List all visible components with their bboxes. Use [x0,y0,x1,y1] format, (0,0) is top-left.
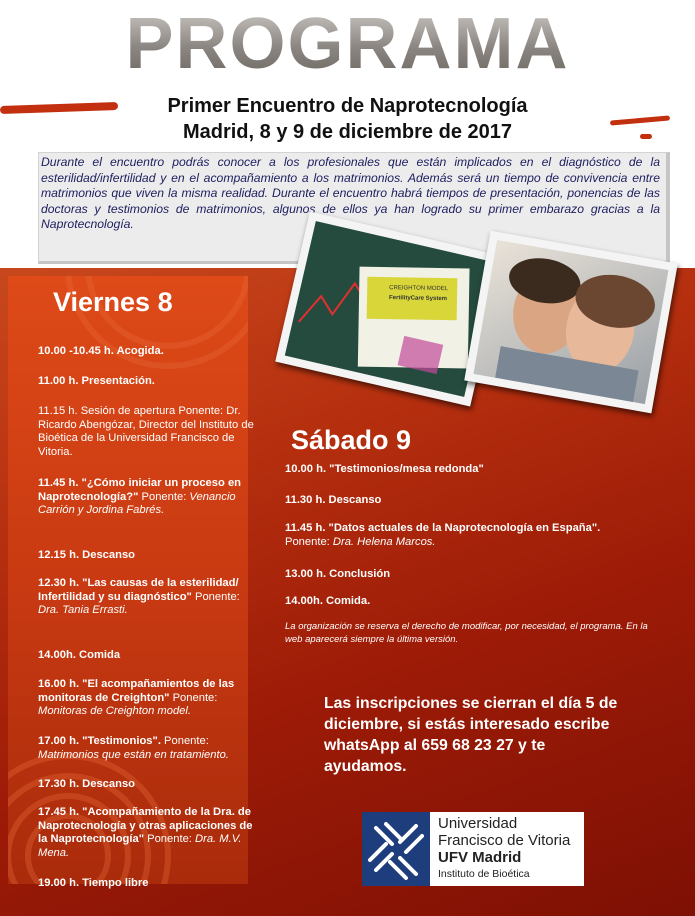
schedule-item-speaker: Monitoras de Creighton model. [38,705,191,718]
friday-schedule-item [38,375,258,389]
schedule-item-title: 11.00 h. Presentación. [38,375,155,387]
friday-title: Viernes 8 [53,287,173,317]
schedule-item-speaker: Matrimonios que están en tratamiento. [38,748,229,761]
friday-schedule-item [38,345,258,359]
friday-schedule-item [38,877,258,891]
intro-text: Durante el encuentro podrás conocer a los profesionales que están implicados en el diagnóstico de la esterilidad/infertilidad y en el acompañamiento a los matrimonios. Además será un tiempo de convivencia entre matrimonios que viven la misma realidad. Durante el encuentro habrá tiempos de presentación, ponencias de las doctoras y testimonios de matrimonios, algunos de ellos ya han logrado su primer embarazo gracias a la Naprotecnología. [41,155,660,232]
ufv-logo [362,812,584,886]
schedule-item-speaker: Dra. M.V. Mena. [38,833,242,859]
schedule-item-title: 17.00 h. "Testimonios". [38,735,161,747]
photo-box-line1: CREIGHTON MODEL [389,285,449,293]
schedule-item-text: 11.15 h. Sesión de apertura Ponente: Dr. Ricardo Abengózar, Director del Instituto de Bioética de la Universidad Francisco de Vitoria. [38,405,254,458]
schedule-item-speaker: Dra. Helena Marcos. [332,535,436,548]
logo-line3: UFV Madrid [438,849,522,866]
photo-box-line2: FertilityCare System [388,295,448,303]
ufv-emblem-icon [362,812,430,886]
saturday-schedule-item [285,522,645,549]
schedule-item-text: Ponente: [144,833,196,846]
schedule-item-text: Ponente: [191,590,240,603]
friday-schedule-item [38,649,258,663]
friday-schedule-item [38,678,258,719]
schedule-item-title: 10.00 h. "Testimonios/mesa redonda" [285,463,484,475]
schedule-item-title: 19.00 h. Tiempo libre [38,877,149,889]
disclaimer-note: La organización se reserva el derecho de modificar, por necesidad, el programa. En la web aparecerá siempre la última versión. [285,621,648,645]
schedule-item-text: Ponente: [169,691,218,704]
registration-info: Las inscripciones se cierran el día 5 de diciembre, si estás interesado escribe whatsApp al 659 68 23 27 y te ayudamos. [324,695,618,775]
logo-line4: Instituto de Bioética [438,868,530,880]
schedule-item-title: 11.30 h. Descanso [285,494,382,506]
schedule-item-title: 12.15 h. Descanso [38,549,136,561]
friday-schedule-item [38,477,258,518]
schedule-item-text: Ponente: [285,535,333,548]
event-title: Primer Encuentro de Naprotecnología [167,95,528,117]
saturday-schedule-item [285,595,645,609]
schedule-item-title: 10.00 -10.45 h. Acogida. [38,345,164,357]
saturday-schedule-item [285,568,645,582]
schedule-item-title: 13.00 h. Conclusión [285,568,391,580]
schedule-item-title: 14.00h. Comida. [285,595,371,607]
schedule-item-title: 12.30 h. "Las causas de la esterilidad/ Infertilidad y su diagnóstico" [38,577,239,603]
schedule-item-title: 11.45 h. "Datos actuales de la Naprotecnología en España". [285,522,601,534]
logo-line1: Universidad [438,815,518,832]
couple-photo [464,231,678,414]
friday-schedule-item [38,806,258,860]
event-dates: Madrid, 8 y 9 de diciembre de 2017 [182,121,513,143]
friday-schedule-item [38,735,258,762]
schedule-item-speaker: Dra. Tania Errasti. [38,604,128,617]
saturday-title: Sábado 9 [291,425,412,455]
schedule-item-text: Ponente: [138,490,190,503]
friday-schedule-item [38,405,258,459]
schedule-item-title: 17.45 h. "Acompañamiento de la Dra. de Naprotecnología y otras aplicaciones de la Naprotecnología" [38,806,253,846]
saturday-schedule-item [285,494,645,508]
schedule-item-title: 14.00h. Comida [38,649,121,661]
schedule-item-title: 11.45 h. "¿Cómo iniciar un proceso en Naprotecnología?" [38,477,242,503]
schedule-item-title: 16.00 h. "El acompañamientos de las monitoras de Creighton" [38,678,235,704]
schedule-item-speaker: Venancio Carrión y Jordina Fabrés. [38,490,236,517]
schedule-item-title: 17.30 h. Descanso [38,778,136,790]
logo-line2: Francisco de Vitoria [438,832,571,849]
page-title: PROGRAMA [0,5,695,83]
friday-schedule-item [38,549,258,563]
friday-schedule-item [38,577,258,618]
saturday-schedule-item [285,463,645,477]
friday-schedule-item [38,778,258,792]
schedule-item-text: Ponente: [160,735,209,747]
